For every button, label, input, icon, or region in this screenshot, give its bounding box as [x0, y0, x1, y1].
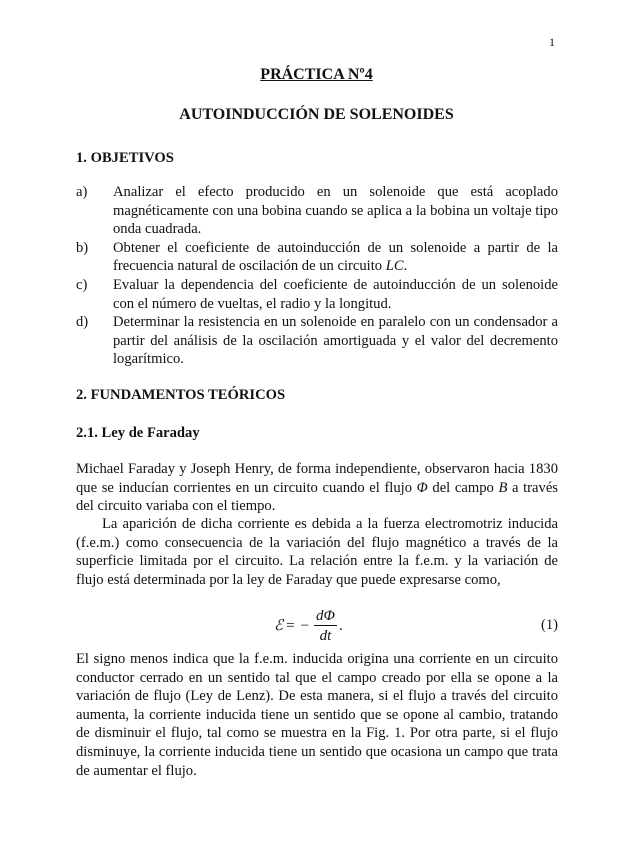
- objective-item-b: [76, 239, 558, 276]
- fraction-numerator: dΦ: [316, 607, 335, 624]
- paragraph-lenz: El signo menos indica que la f.e.m. inducida origina una corriente en un circuito conductor cerrado en un sentido tal que el campo creado por ella se opone a la variación de flujo (Ley de Lenz). De esta manera, si el flujo a través del circuito aumenta, la corriente inducida tiene un sentido que se opone al cambio, tratando de disminuir el flujo, tal como se muestra en la Fig. 1. Por otra parte, si el flujo disminuye, la corriente inducida tiene un sentido que ocasiona un campo que trata de aumentar el flujo.: [76, 651, 558, 779]
- objective-letter: b): [76, 239, 89, 256]
- objective-text: [113, 239, 558, 276]
- objective-letter: a): [76, 184, 88, 200]
- fraction: [314, 607, 337, 646]
- section-heading-objetivos: 1. OBJETIVOS: [76, 150, 174, 166]
- minus-sign: −: [300, 617, 310, 634]
- text-run: del campo: [427, 479, 499, 496]
- section-heading-fundamentos: 2. FUNDAMENTOS TEÓRICOS: [76, 387, 286, 403]
- paragraph-faraday-intro: [76, 460, 558, 516]
- emf-symbol: ℰ: [274, 617, 284, 634]
- objective-text: Analizar el efecto producido en un solenoide que está acoplado magnéticamente con una bobina cuando se aplica a la bobina un voltaje tipo onda cuadrada.: [113, 184, 558, 238]
- equation-period: .: [338, 617, 343, 634]
- text-run: Michael Faraday y Joseph Henry, de forma independiente, observaron hacia 1830 que se inducían corrientes en un circuito cuando el flujo: [76, 461, 558, 496]
- objective-text-italic: LC: [385, 258, 404, 275]
- page-title: PRÁCTICA Nº4: [260, 66, 373, 83]
- objective-item-d: [76, 313, 558, 369]
- equals-sign: =: [286, 617, 295, 634]
- objective-item-a: [76, 183, 558, 239]
- b-symbol: B: [498, 479, 508, 496]
- phi-symbol: Φ: [416, 479, 428, 496]
- equation-number: (1): [540, 617, 558, 633]
- equation-body: [274, 604, 343, 648]
- objective-letter: d): [76, 314, 89, 331]
- objective-text: Evaluar la dependencia del coeficiente de autoinducción de un solenoide con el número de vueltas, el radio y la longitud.: [113, 276, 558, 312]
- text-run: a través del circuito variaba con el tiempo.: [76, 479, 558, 515]
- subsection-heading-faraday: 2.1. Ley de Faraday: [76, 425, 200, 441]
- objective-text-part: Obtener el coeficiente de autoinducción de un solenoide a partir de la frecuencia natural de oscilación de un circuito: [113, 239, 558, 275]
- objective-text-part: .: [403, 258, 408, 275]
- paragraph-fem: La aparición de dicha corriente es debida a la fuerza electromotriz inducida (f.e.m.) como consecuencia de la variación del flujo magnético a través de la superficie limitada por el circuito. La relación entre la f.e.m. y la variación de flujo está determinada por la ley de Faraday que puede expresarse como,: [76, 516, 558, 588]
- objective-item-c: [76, 276, 558, 313]
- objective-letter: c): [76, 276, 88, 293]
- fraction-denominator: dt: [319, 627, 332, 644]
- objectives-list: [76, 183, 558, 369]
- page-subtitle: AUTOINDUCCIÓN DE SOLENOIDES: [179, 106, 454, 123]
- equation-faraday: [76, 604, 558, 648]
- objective-text: Determinar la resistencia en un solenoide en paralelo con un condensador a partir del análisis de la oscilación amortiguada y el valor del decremento logarítmico.: [113, 314, 558, 368]
- page-number: 1: [549, 35, 555, 49]
